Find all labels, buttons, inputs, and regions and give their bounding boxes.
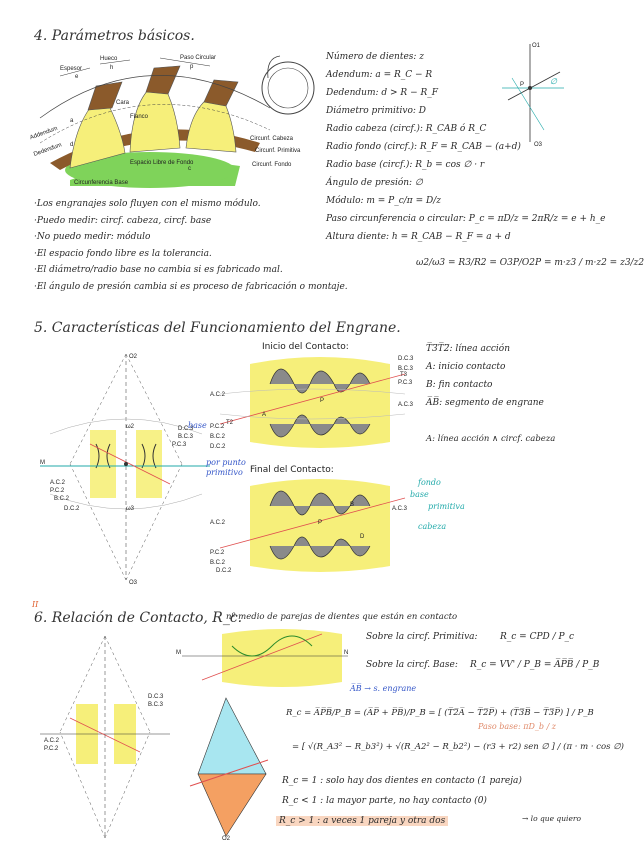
section6-title: 6. Relación de Contacto, R_c. xyxy=(34,610,243,626)
primitiva-formula: R_c = CPD / P_c xyxy=(500,632,575,642)
label-phi: ∅ xyxy=(550,77,557,86)
label-t2-inicio: T2 xyxy=(226,420,234,426)
label-espesor: Espesor xyxy=(60,66,83,72)
label-pc2-small: P.C.2 xyxy=(44,746,59,752)
label-a-inicio: A xyxy=(262,412,267,418)
section6-mark: II xyxy=(32,600,39,609)
label-circ-primitiva: Circunf. Primitiva xyxy=(255,148,301,154)
case-rc-greater-1 xyxy=(276,816,448,826)
label-circ-cabeza: Circunf. Cabeza xyxy=(250,136,294,142)
label-d-final: D xyxy=(360,534,365,540)
side-note-base2: base xyxy=(410,490,429,499)
def-radio-base: Radio base (circf.): R_b = cos ∅ · r xyxy=(326,160,485,170)
section6-subtitle: nº medio de parejas de dientes que están en contacto xyxy=(226,612,458,622)
contact-detail-figure xyxy=(172,626,352,692)
bullet-item: ·El diámetro/radio base no cambia si es fabricado mal. xyxy=(34,265,283,275)
label-o2-tri: O2 xyxy=(222,836,231,842)
label-dedendum: Dedendum xyxy=(32,142,63,158)
label-w3-left: ω3 xyxy=(126,506,135,512)
label-bc2-inicio: B.C.2 xyxy=(210,434,226,440)
label-dc2-inicio: D.C.2 xyxy=(210,444,226,450)
label-o3: O3 xyxy=(534,142,543,148)
def-paso-circular: Paso circunferencia o circular: P_c = πD/z = 2πR/z = e + h_e xyxy=(326,214,606,224)
def-dedendum: Dedendum: d > R − R_F xyxy=(326,88,438,98)
label-e: e xyxy=(75,74,79,80)
label-circ-base: Circunferencia Base xyxy=(74,180,129,186)
label-ac2-final: A.C.2 xyxy=(210,520,226,526)
def-relacion-velocidades: ω2/ω3 = R3/R2 = O3P/O2P = m·z3 / m·z2 = z3/z2 xyxy=(416,258,644,268)
label-dc2-left: D.C.2 xyxy=(64,506,80,512)
contact-triangle-figure xyxy=(186,694,272,840)
label-flanco: Flanco xyxy=(130,114,149,120)
note-inicio-contacto: A: inicio contacto xyxy=(426,362,506,372)
inicio-contacto-figure xyxy=(210,354,415,450)
def-angulo-presion: Ángulo de presión: ∅ xyxy=(326,178,423,188)
inicio-contacto-title: Inicio del Contacto: xyxy=(262,342,349,352)
formula-line1: R_c = A̅P̅B̅/P_B = (A̅P̅ + P̅B̅)/P_B = [ (T̅2̅A̅ − T̅2̅P̅) + (T̅3̅B̅ − T̅3̅P̅) ] / P_B xyxy=(286,708,594,718)
mesh-diagram-left xyxy=(30,344,230,586)
label-ac3-final: A.C.3 xyxy=(392,506,408,512)
label-dc3-left: D.C.3 xyxy=(178,426,194,432)
bullet-item: ·Los engranajes solo fluyen con el mismo módulo. xyxy=(34,199,261,209)
label-o1: O1 xyxy=(532,43,541,49)
note-linea-accion: T̅3̅T̅2̅: línea acción xyxy=(426,344,510,354)
def-numero-dientes: Número de dientes: z xyxy=(326,52,425,62)
label-a: a xyxy=(70,118,74,124)
bullet-item: ·El espacio fondo libre es la tolerancia. xyxy=(34,248,212,259)
label-dc3-small: D.C.3 xyxy=(148,694,164,700)
label-p-point: P xyxy=(520,82,525,88)
label-w2-left: ω2 xyxy=(126,424,135,430)
def-adendum: Adendum: a = R_C − R xyxy=(326,70,433,80)
pressure-angle-diagram xyxy=(500,38,570,150)
lo-que-quiero-note: → lo que quiero xyxy=(522,814,581,823)
bullet-item: ·Puedo medir: circf. cabeza, circf. base xyxy=(34,215,212,226)
label-hueco: Hueco xyxy=(100,56,118,62)
label-p-inicio: P xyxy=(320,398,325,404)
side-note-por-punto-primitivo: por punto primitivo xyxy=(206,458,246,477)
label-espacio-libre: Espacio Libre de Fondo xyxy=(130,160,194,166)
label-pc2-inicio: P.C.2 xyxy=(210,424,225,430)
note-linea-accion-cabeza: A: línea acción ∧ circf. cabeza xyxy=(426,434,556,444)
label-n: N xyxy=(344,650,349,656)
base-label: Sobre la circf. Base: xyxy=(366,660,458,670)
final-contacto-figure xyxy=(210,476,410,574)
label-ac3-inicio: A.C.3 xyxy=(398,402,414,408)
label-pc2-final: P.C.2 xyxy=(210,550,225,556)
label-dc2-final: D.C.2 xyxy=(216,568,232,574)
side-note-fondo: fondo xyxy=(418,478,441,487)
mesh-diagram-small xyxy=(30,632,180,842)
label-ac2-left: A.C.2 xyxy=(50,480,66,486)
label-paso-circular: Paso Circular xyxy=(180,55,217,61)
case-rc-greater-1-text: R_c > 1 : a veces 1 pareja y otra dos xyxy=(276,816,448,826)
label-addendum: Addendum xyxy=(29,125,59,142)
label-h: h xyxy=(110,65,114,71)
label-circ-fondo: Circunf. Fondo xyxy=(252,162,292,168)
gear-tooth-figure xyxy=(30,48,320,186)
label-cara: Cara xyxy=(116,100,130,106)
label-ac2-inicio: A.C.2 xyxy=(210,392,226,398)
def-modulo: Módulo: m = P_c/π = D/z xyxy=(326,196,441,206)
formula-line2: = [ √(R_A3² − R_b3²) + √(R_A2² − R_b2²) − (r3 + r2) sen ∅ ] / (π · m · cos ∅) xyxy=(292,742,624,752)
section5-title: 5. Características del Funcionamiento del Engrane. xyxy=(34,320,401,336)
case-rc-equal-1: R_c = 1 : solo hay dos dientes en contacto (1 pareja) xyxy=(282,776,522,786)
label-bc2-final: B.C.2 xyxy=(210,560,226,566)
label-o3-left: O3 xyxy=(129,580,138,586)
def-radio-cabeza: Radio cabeza (circf.): R_CAB ó R_C xyxy=(326,124,487,134)
side-note-cabeza: cabeza xyxy=(418,522,447,531)
label-bc2-left: B.C.2 xyxy=(54,496,70,502)
bullet-item: ·El ángulo de presión cambia si es proceso de fabricación o montaje. xyxy=(34,281,348,292)
label-bc3-left: B.C.3 xyxy=(178,434,194,440)
label-bc3-small: B.C.3 xyxy=(148,702,164,708)
note-fin-contacto: B: fin contacto xyxy=(426,380,493,390)
base-formula: R_c = VV' / P_B = A̅P̅B̅ / P_B xyxy=(470,660,600,670)
label-c: c xyxy=(188,166,191,172)
label-b-final: B xyxy=(350,502,355,508)
label-pc2-left: P.C.2 xyxy=(50,488,65,494)
label-p: p xyxy=(190,64,194,70)
label-t3-inicio: T3 xyxy=(400,372,408,378)
label-pc3-inicio: P.C.3 xyxy=(398,380,413,386)
primitiva-label: Sobre la circf. Primitiva: xyxy=(366,632,478,642)
def-radio-fondo: Radio fondo (circf.): R_F = R_CAB − (a+d) xyxy=(326,142,521,152)
label-ac2-small: A.C.2 xyxy=(44,738,60,744)
final-contacto-title: Final del Contacto: xyxy=(250,465,334,475)
label-p-final: P xyxy=(318,520,323,526)
case-rc-less-1: R_c < 1 : la mayor parte, no hay contacto (0) xyxy=(282,796,487,806)
label-m: M xyxy=(40,460,45,466)
ab-note: A̅B̅ → s. engrane xyxy=(350,684,417,693)
bullet-item: ·No puedo medir: módulo xyxy=(34,232,151,242)
label-o2: O2 xyxy=(129,354,138,360)
note-segmento-engrane: A̅B̅: segmento de engrane xyxy=(426,398,544,408)
section4-title: 4. Parámetros básicos. xyxy=(34,28,195,44)
paso-base-note: Paso base: πD_b / z xyxy=(478,722,557,731)
side-note-primitiva: primitiva xyxy=(428,502,465,511)
side-note-base: base xyxy=(188,421,207,430)
label-m-small: M xyxy=(176,650,181,656)
label-dc3-inicio: D.C.3 xyxy=(398,356,414,362)
label-bc3-inicio: B.C.3 xyxy=(398,366,414,372)
section4-bullets xyxy=(34,196,348,295)
def-altura-diente: Altura diente: h = R_CAB − R_F = a + d xyxy=(326,232,511,242)
def-diametro-primitivo: Diámetro primitivo: D xyxy=(326,106,426,116)
label-pc3-left: P.C.3 xyxy=(172,442,187,448)
label-d: d xyxy=(70,142,74,148)
